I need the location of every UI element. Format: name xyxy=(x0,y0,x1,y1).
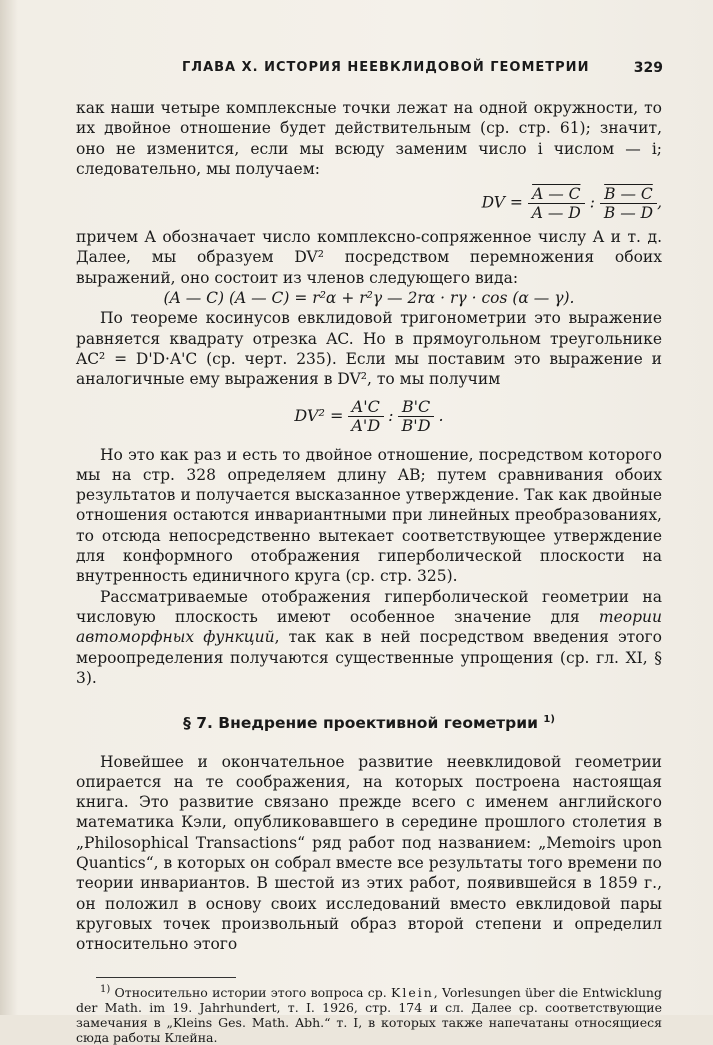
paragraph-1: как наши четыре комплексные точки лежат на одной окружности, то их двойное отношение будет действительным (ср. стр. 61); значит, оно не изменится, если мы всюду заменим число i числом — i; следовательно, мы получаем: xyxy=(76,99,662,178)
paragraph-1-continued: причем A обозначает число комплексно-сопряженное числу A и т. д. Далее, мы образуем DV² посредством перемножения обоих выражений, оно состоит из членов следующего вида: xyxy=(76,228,662,287)
section-footnote-mark: 1) xyxy=(543,714,555,726)
footnote-citation: , Vorlesungen über die Entwicklung der Math. im 19. Jahrhundert, т. I. 1926, стр. 174 и сл. Далее ср. соответствующие замечания в „Kleins Ges. Math. Abh.“ т. I, в которых также напечатаны относящиеся сюда работы Клейна. xyxy=(76,984,662,1045)
section-title: § 7. Внедрение проективной геометрии xyxy=(183,714,538,733)
page-body xyxy=(76,98,662,1045)
cosine-formula: (A — C) (A — C) = r²α + r²γ — 2rα · rγ · cos (α — γ). xyxy=(163,289,575,308)
paragraph-4-text: Рассматриваемые отображения гиперболической геометрии на числовую плоскость имеют особенное значение для xyxy=(76,587,662,626)
footnote-author: Klein xyxy=(390,984,434,1000)
fraction-2-denominator: B — D xyxy=(603,203,654,222)
fraction-3 xyxy=(347,398,384,435)
fraction-1-denominator: A — D xyxy=(531,203,581,222)
paragraph-5: Новейшее и окончательное развитие неевклидовой геометрии опирается на те соображения, на которых построена настоящая книга. Это развитие связано прежде всего с именем английского математика Кэли, опубликовавшего в середине прошлого столетия в „Philosophical Transactions“ ряд работ под названием: „Memoirs upon Quantics“, в которых он собрал вместе все результаты того времени по теории инвариантов. В шестой из этих работ, появившейся в 1859 г., он положил в основу своих исследований вместо евклидовой пары круговых точек произвольный образ второй степени и определил относительно этого xyxy=(76,752,662,954)
footnote-divider xyxy=(96,977,236,978)
page-number: 329 xyxy=(633,60,663,76)
fraction-4-numerator: B'C xyxy=(398,398,434,417)
footnote-text: Относительно истории этого вопроса ср. xyxy=(110,984,391,1000)
section-heading xyxy=(76,710,662,733)
running-header xyxy=(182,60,663,76)
fraction-4 xyxy=(398,398,435,435)
fraction-2 xyxy=(600,185,657,222)
chapter-title: ГЛАВА X. ИСТОРИЯ НЕЕВКЛИДОВОЙ ГЕОМЕТРИИ xyxy=(182,60,590,75)
paragraph-2: По теореме косинусов евклидовой тригонометрии это выражение равняется квадрату отрезка AC. Но в прямоугольном треугольнике AC² = D'D·A'C (ср. черт. 235). Если мы поставим это выражение и аналогичные ему выражения в DV², то мы получим xyxy=(76,309,662,389)
paragraph-4 xyxy=(76,587,662,688)
paragraph-4-italic: теории автоморфных функций xyxy=(76,607,662,647)
fraction-3-numerator: A'C xyxy=(348,398,384,417)
fraction-1-numerator: A — C xyxy=(528,185,584,204)
fraction-1 xyxy=(528,185,585,222)
cross-ratio-formula: DV = $\frac{A — C}{A — D}$ : $\frac{B — C}{B — D}$ , xyxy=(481,184,662,222)
dv-squared-formula: DV² = $\frac{A'C}{A'D}$ : $\frac{B'C}{B'D}$ . xyxy=(294,396,444,435)
footnote xyxy=(76,982,662,1045)
paragraph-4-end: , так как в ней посредством введения этого мероопределения получаются существенные упрощения (ср. гл. XI, § 3). xyxy=(76,628,662,687)
fraction-2-numerator: B — C xyxy=(600,185,657,204)
dv-squared-label: DV² = xyxy=(294,405,344,425)
paragraph-3: Но это как раз и есть то двойное отношение, посредством которого мы на стр. 328 определяем длину AB; путем сравнивания обоих результатов и получается высказанное утверждение. Так как двойные отношения остаются инвариантными при линейных преобразованиях, то отсюда непосредственно вытекает соответствующее утверждение для конформного отображения гиперболической плоскости на внутренность единичного круга (ср. стр. 325). xyxy=(76,445,662,586)
fraction-3-denominator: A'D xyxy=(351,415,381,435)
dv-label: DV = xyxy=(481,193,523,212)
fraction-4-denominator: B'D xyxy=(401,415,431,435)
footnote-mark: 1) xyxy=(100,983,111,995)
